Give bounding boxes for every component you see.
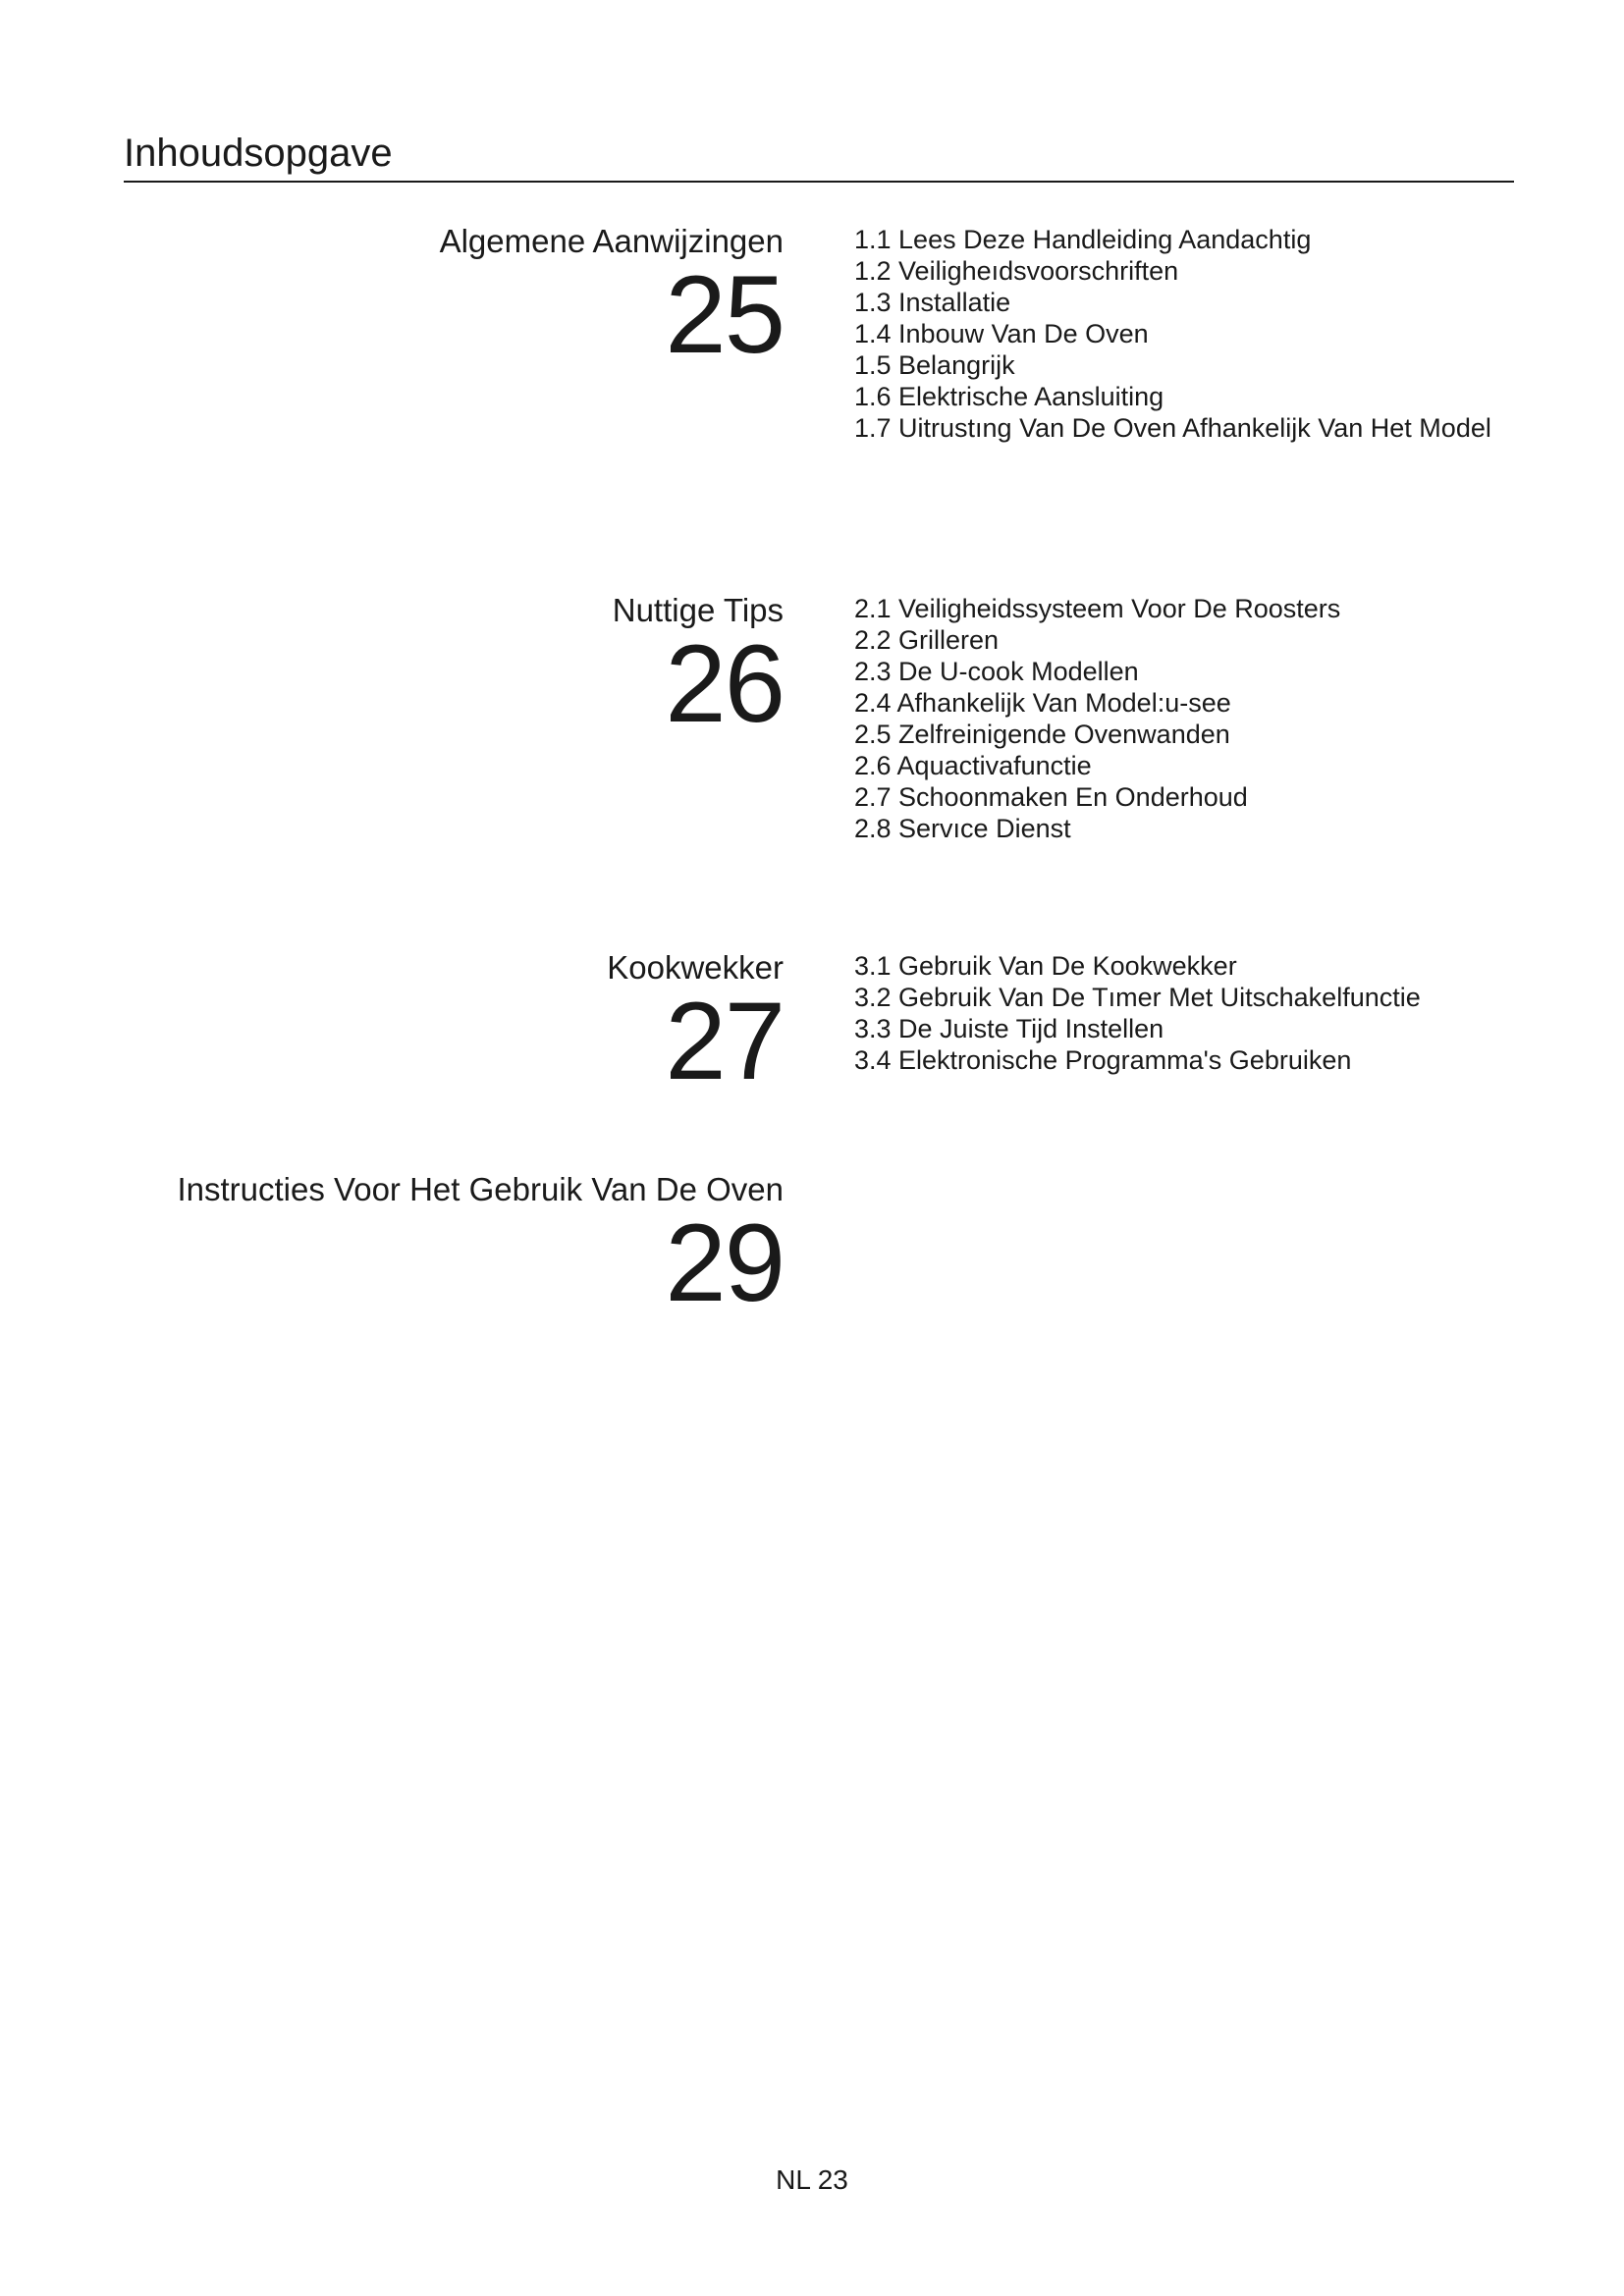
section-page-number: 26 — [665, 622, 784, 745]
toc-item[interactable]: 2.4 Afhankelijk Van Model:u-see — [854, 688, 1231, 718]
section-title[interactable]: Instructies Voor Het Gebruik Van De Oven — [177, 1171, 784, 1207]
toc-item[interactable]: 3.2 Gebruik Van De Tımer Met Uitschakelfunctie — [854, 983, 1421, 1012]
toc-item[interactable]: 2.6 Aquactivafunctie — [854, 751, 1092, 780]
section-page-number: 25 — [665, 253, 784, 376]
section-page-number: 27 — [665, 980, 784, 1102]
section-item-list — [854, 224, 1491, 444]
title-divider — [124, 181, 1514, 183]
section-page-number: 29 — [665, 1201, 784, 1324]
toc-item[interactable]: 1.7 Uitrustıng Van De Oven Afhankelijk Van Het Model — [854, 413, 1491, 443]
toc-item[interactable]: 2.3 De U-cook Modellen — [854, 657, 1139, 686]
toc-item[interactable]: 1.1 Lees Deze Handleiding Aandachtig — [854, 225, 1312, 254]
page-footer-number: NL 23 — [776, 2164, 848, 2195]
toc-item[interactable]: 3.4 Elektronische Programma's Gebruiken — [854, 1045, 1352, 1075]
toc-item[interactable]: 2.7 Schoonmaken En Onderhoud — [854, 782, 1248, 812]
toc-item[interactable]: 2.2 Grilleren — [854, 625, 1000, 655]
toc-item[interactable]: 2.8 Servıce Dienst — [854, 814, 1071, 843]
section-item-list — [854, 593, 1340, 844]
section-title[interactable]: Algemene Aanwijzingen — [439, 223, 784, 259]
toc-item[interactable]: 3.3 De Juiste Tijd Instellen — [854, 1014, 1164, 1043]
toc-item[interactable]: 1.5 Belangrijk — [854, 350, 1015, 380]
toc-item[interactable]: 2.1 Veiligheidssysteem Voor De Roosters — [854, 594, 1341, 623]
section-title[interactable]: Nuttige Tips — [612, 592, 784, 628]
section-item-list — [854, 950, 1421, 1076]
page-title: Inhoudsopgave — [124, 132, 393, 175]
toc-item[interactable]: 3.1 Gebruik Van De Kookwekker — [854, 951, 1237, 981]
toc-item[interactable]: 1.3 Installatie — [854, 288, 1011, 317]
section-title[interactable]: Kookwekker — [607, 949, 784, 986]
toc-item[interactable]: 1.4 Inbouw Van De Oven — [854, 319, 1149, 348]
toc-item[interactable]: 2.5 Zelfreinigende Ovenwanden — [854, 720, 1230, 749]
toc-item[interactable]: 1.6 Elektrische Aansluiting — [854, 382, 1164, 411]
toc-item[interactable]: 1.2 Veiligheıdsvoorschriften — [854, 256, 1179, 286]
